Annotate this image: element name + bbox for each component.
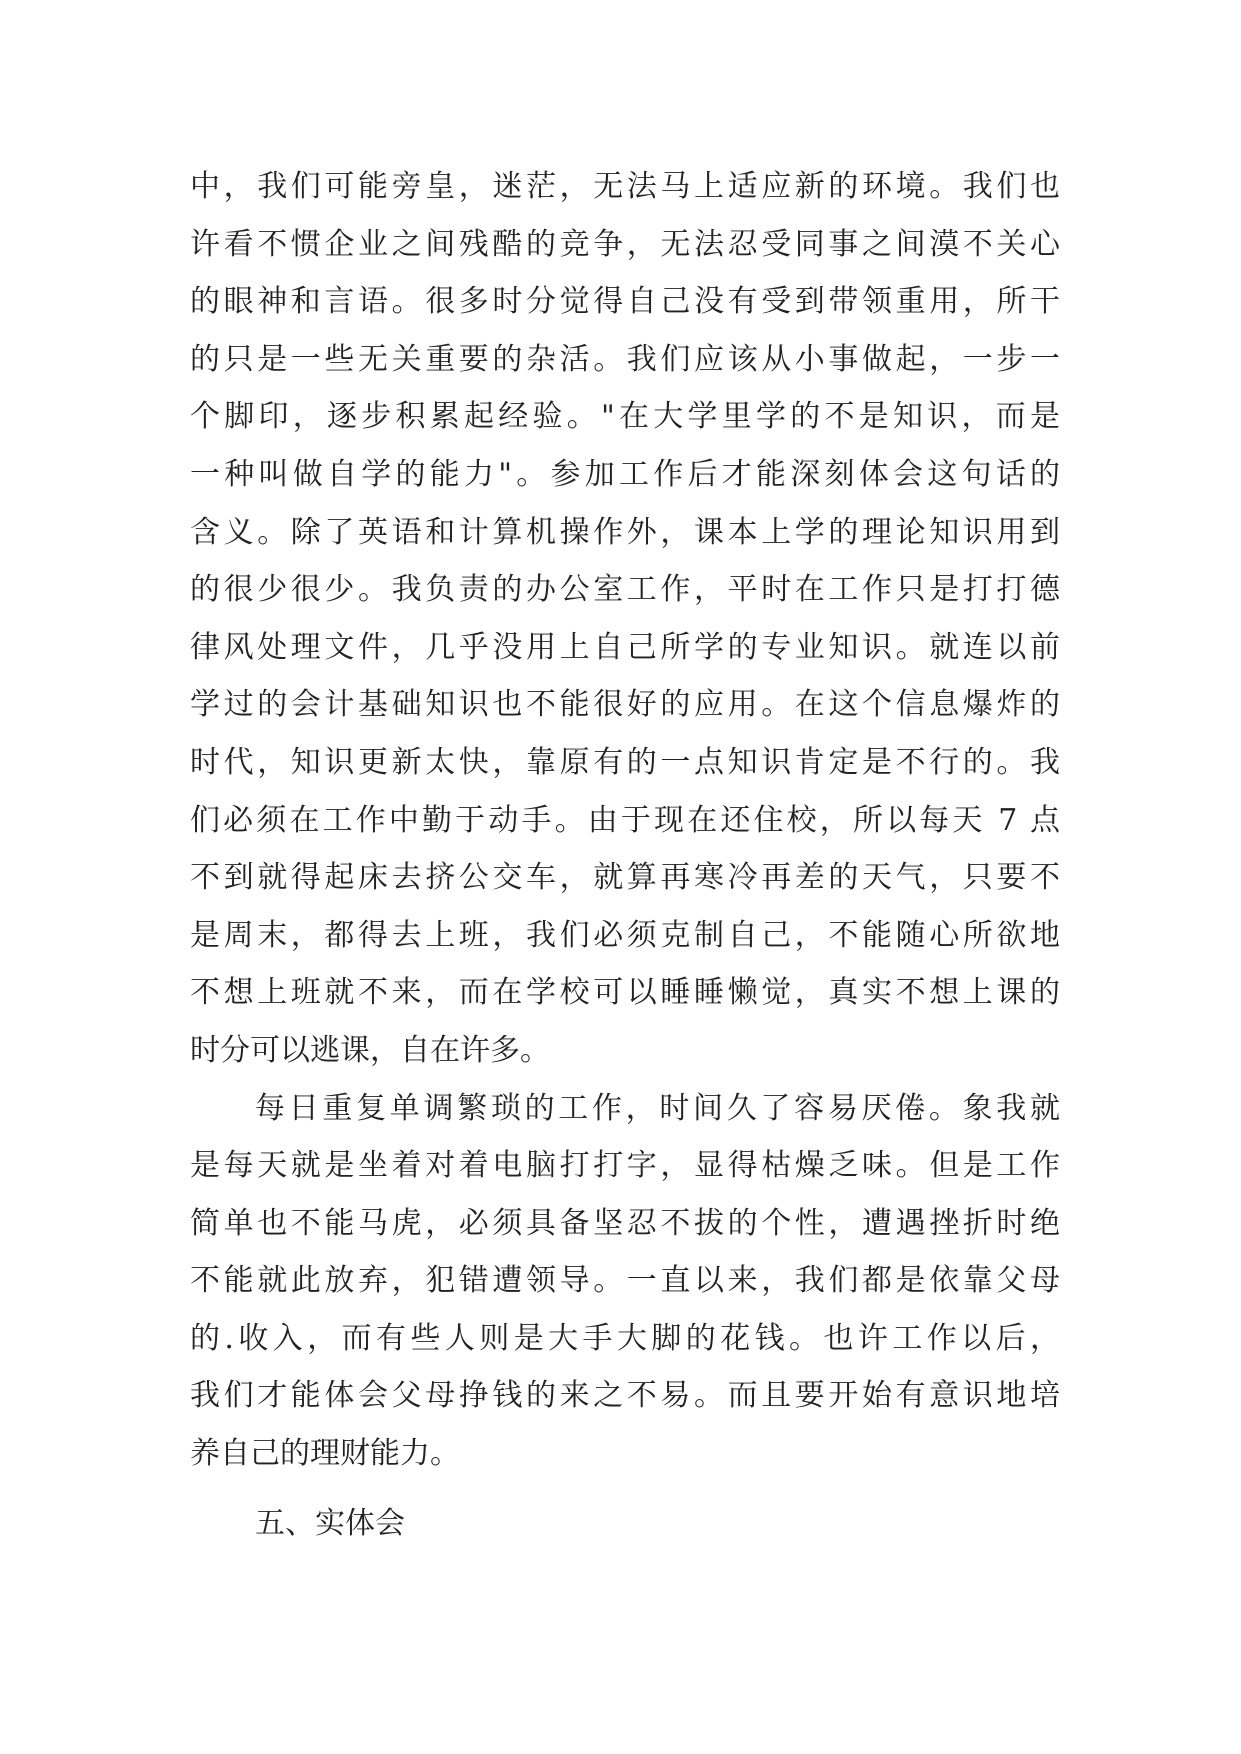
text-line: 时分可以逃课，自在许多。: [190, 1032, 550, 1068]
text-line: 学过的会计基础知识也不能很好的应用。在这个信息爆炸的: [190, 687, 1060, 723]
text-line: 是每天就是坐着对着电脑打打字，显得枯燥乏味。但是工作: [190, 1148, 1060, 1184]
text-line: 中，我们可能旁皇，迷茫，无法马上适应新的环境。我们也: [190, 169, 1060, 204]
section-heading: 五、实体会: [255, 1505, 405, 1541]
text-line: 不能就此放弃，犯错遭领导。一直以来，我们都是依靠父母: [190, 1263, 1060, 1299]
text-line: 我们才能体会父母挣钱的来之不易。而且要开始有意识地培: [190, 1378, 1060, 1414]
text-line: 养自己的理财能力。: [190, 1436, 460, 1472]
text-line: 的.收入，而有些人则是大手大脚的花钱。也许工作以后，: [190, 1320, 1060, 1356]
text-line: 们必须在工作中勤于动手。由于现在还住校，所以每天 7 点: [190, 802, 1060, 838]
paragraph-2: [190, 1080, 1060, 1483]
text-line: 律风处理文件，几乎没用上自己所学的专业知识。就连以前: [190, 629, 1060, 665]
text-line: 一种叫做自学的能力"。参加工作后才能深刻体会这句话的: [190, 456, 1060, 492]
text-line: 许看不惯企业之间残酷的竞争，无法忍受同事之间漠不关心: [190, 226, 1060, 262]
text-line: 不到就得起床去挤公交车，就算再寒冷再差的天气，只要不: [190, 860, 1060, 896]
text-line: 不想上班就不来，而在学校可以睡睡懒觉，真实不想上课的: [190, 975, 1060, 1011]
text-line: 每日重复单调繁琐的工作，时间久了容易厌倦。象我就: [255, 1090, 1060, 1126]
text-line: 是周末，都得去上班，我们必须克制自己，不能随心所欲地: [190, 917, 1060, 953]
text-line: 个脚印，逐步积累起经验。"在大学里学的不是知识，而是: [190, 399, 1060, 435]
paragraph-1: [190, 158, 1060, 1080]
text-line: 时代，知识更新太快，靠原有的一点知识肯定是不行的。我: [190, 744, 1060, 780]
text-line: 的眼神和言语。很多时分觉得自己没有受到带领重用，所干: [190, 284, 1060, 320]
text-line: 的很少很少。我负责的办公室工作，平时在工作只是打打德: [190, 572, 1060, 608]
spacer: [190, 1483, 1060, 1495]
text-line: 含义。除了英语和计算机操作外，课本上学的理论知识用到: [190, 514, 1060, 550]
text-line: 的只是一些无关重要的杂活。我们应该从小事做起，一步一: [190, 341, 1060, 377]
text-line: 简单也不能马虎，必须具备坚忍不拔的个性，遭遇挫折时绝: [190, 1205, 1060, 1241]
document-body: [190, 158, 1060, 1552]
